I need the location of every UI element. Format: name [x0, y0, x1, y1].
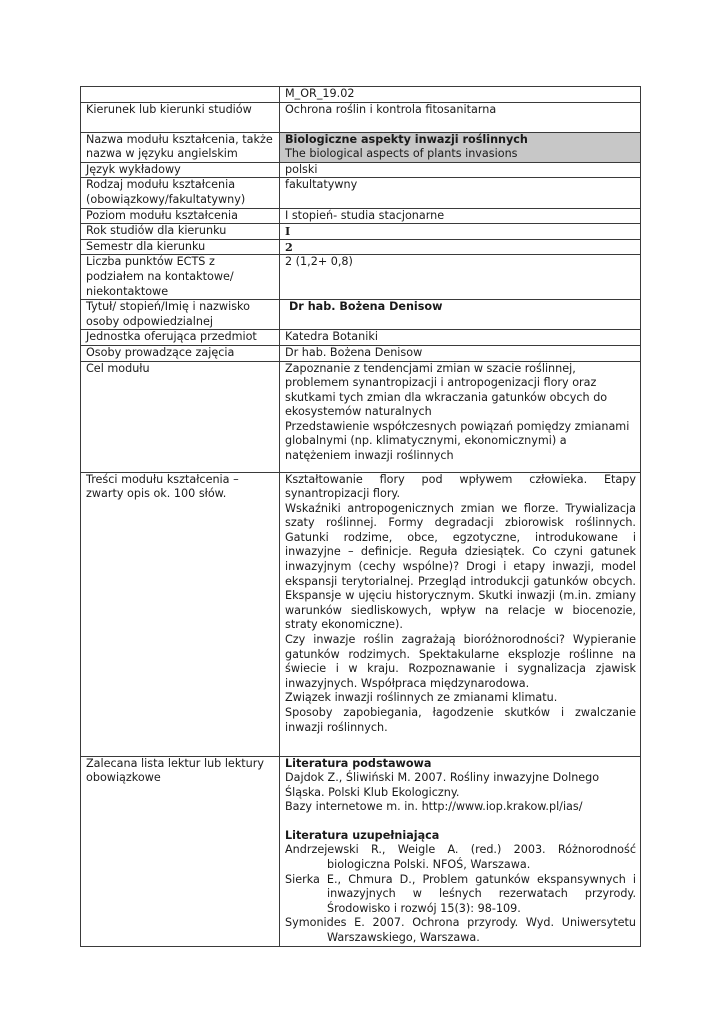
- basic-literature-link: Bazy internetowe m. in. http://www.iop.krakow.pl/ias/: [285, 800, 583, 814]
- label-jezyk: Język wykładowy: [81, 162, 280, 178]
- tresci-paragraph-2: Wskaźniki antropogenicznych zmian we florze. Trywializacja szaty roślinnej. Formy degradacji zbiorowisk roślinnych. Gatunki rodzime, obce, egzotyczne, introdukowane i inwazyjne – definicje. Reguła dziesiątek. Co czyni gatunek inwazyjnym (cechy wspólne)? Drogi i etapy inwazji, model ekspansji terytorialnej. Przegląd introdukcji gatunków obcych. Ekspansje w ujęciu historycznym. Skutki inwazji (m.in. zmiany warunków siedliskowych, wpływ na relacje w biocenozie, straty ekonomiczne).: [285, 501, 636, 632]
- value-rok: I: [280, 224, 641, 240]
- spacer: [285, 815, 636, 829]
- label-ects: Liczba punktów ECTS z podziałem na kontaktowe/ niekontaktowe: [81, 255, 280, 300]
- value-poziom: I stopień- studia stacjonarne: [280, 208, 641, 224]
- value-jezyk: polski: [280, 162, 641, 178]
- label-rodzaj: Rodzaj modułu kształcenia (obowiązkowy/fakultatywny): [81, 178, 280, 208]
- row-prowadzacy: [81, 345, 641, 361]
- extra-literature-item: Symonides E. 2007. Ochrona przyrody. Wyd. Uniwersytetu Warszawskiego, Warszawa.: [285, 916, 636, 945]
- extra-literature-item: Sierka E., Chmura D., Problem gatunków ekspansywnych i inwazyjnych w leśnych rezerwatach przyrody. Środowisko i rozwój 15(3): 98-109.: [285, 872, 636, 915]
- tresci-paragraph-5: Sposoby zapobiegania, łagodzenie skutków i zwalczanie inwazji roślinnych.: [285, 706, 636, 734]
- row-rok: [81, 224, 641, 240]
- value-rodzaj: fakultatywny: [280, 178, 641, 208]
- module-code: M_OR_19.02: [280, 87, 641, 103]
- value-kierunek: Ochrona roślin i kontrola fitosanitarna: [280, 102, 641, 132]
- label-lektury: Zalecana lista lektur lub lektury obowiązkowe: [81, 756, 280, 946]
- label-tresci: Treści modułu kształcenia – zwarty opis ok. 100 słów.: [81, 472, 280, 756]
- row-lektury: [81, 756, 641, 946]
- module-name-en: The biological aspects of plants invasions: [285, 147, 518, 161]
- label-semestr: Semestr dla kierunku: [81, 239, 280, 255]
- value-nazwa: [280, 132, 641, 162]
- cel-paragraph-1: Zapoznanie z tendencjami zmian w szacie roślinnej, problemem synantropizacji i antropogenizacji flory oraz skutkami tych zmian dla wkraczania gatunków obcych do ekosystemów naturalnych: [285, 361, 608, 419]
- label-prowadzacy: Osoby prowadzące zajęcia: [81, 345, 280, 361]
- label-poziom: Poziom modułu kształcenia: [81, 208, 280, 224]
- value-osoba: Dr hab. Bożena Denisow: [280, 300, 641, 330]
- basic-literature-item: Dajdok Z., Śliwiński M. 2007. Rośliny inwazyjne Dolnego Śląska. Polski Klub Ekologiczny.: [285, 771, 600, 799]
- tresci-paragraph-4: Związek inwazji roślinnych ze zmianami klimatu.: [285, 691, 558, 705]
- value-prowadzacy: Dr hab. Bożena Denisow: [280, 345, 641, 361]
- row-jednostka: [81, 330, 641, 346]
- label-cel: Cel modułu: [81, 361, 280, 472]
- tresci-paragraph-1: Kształtowanie flory pod wpływem człowieka. Etapy synantropizacji flory.: [285, 472, 636, 501]
- row-poziom: [81, 208, 641, 224]
- row-cel: [81, 361, 641, 472]
- label-rok: Rok studiów dla kierunku: [81, 224, 280, 240]
- row-semestr: [81, 239, 641, 255]
- row-rodzaj: [81, 178, 641, 208]
- value-semestr: 2: [280, 239, 641, 255]
- row-jezyk: [81, 162, 641, 178]
- value-jednostka: Katedra Botaniki: [280, 330, 641, 346]
- basic-literature-heading: Literatura podstawowa: [285, 756, 432, 770]
- value-cel: [280, 361, 641, 472]
- cel-paragraph-2: Przedstawienie współczesnych powiązań pomiędzy zmianami globalnymi (np. klimatycznymi, ekonomicznymi) a natężeniem inwazji roślinnych: [285, 419, 630, 463]
- label-osoba: Tytuł/ stopień/Imię i nazwisko osoby odpowiedzialnej: [81, 300, 280, 330]
- value-tresci: [280, 472, 641, 756]
- tresci-paragraph-3: Czy inwazje roślin zagrażają bioróżnorodności? Wypieranie gatunków rodzimych. Spektakularne eksplozje roślinne na świecie i w kraju. Rozpoznawanie i sygnalizacja zjawisk inwazyjnych. Współpraca międzynarodowa.: [285, 633, 636, 690]
- label-kierunek: Kierunek lub kierunki studiów: [81, 102, 280, 132]
- row-tresci: [81, 472, 641, 756]
- extra-literature-heading: Literatura uzupełniająca: [285, 828, 440, 842]
- label-nazwa: Nazwa modułu kształcenia, także nazwa w języku angielskim: [81, 132, 280, 162]
- module-name-pl: Biologiczne aspekty inwazji roślinnych: [285, 132, 528, 146]
- row-nazwa: [81, 132, 641, 162]
- value-lektury: [280, 756, 641, 946]
- extra-literature-item: Andrzejewski R., Weigle A. (red.) 2003. Różnorodność biologiczna Polski. NFOŚ, Warszawa.: [285, 843, 636, 872]
- code-row: [81, 87, 641, 103]
- row-ects: [81, 255, 641, 300]
- row-kierunek: [81, 102, 641, 132]
- value-ects: 2 (1,2+ 0,8): [280, 255, 641, 300]
- module-card-table: [80, 86, 641, 947]
- code-label-cell: [81, 87, 280, 103]
- row-osoba: [81, 300, 641, 330]
- label-jednostka: Jednostka oferująca przedmiot: [81, 330, 280, 346]
